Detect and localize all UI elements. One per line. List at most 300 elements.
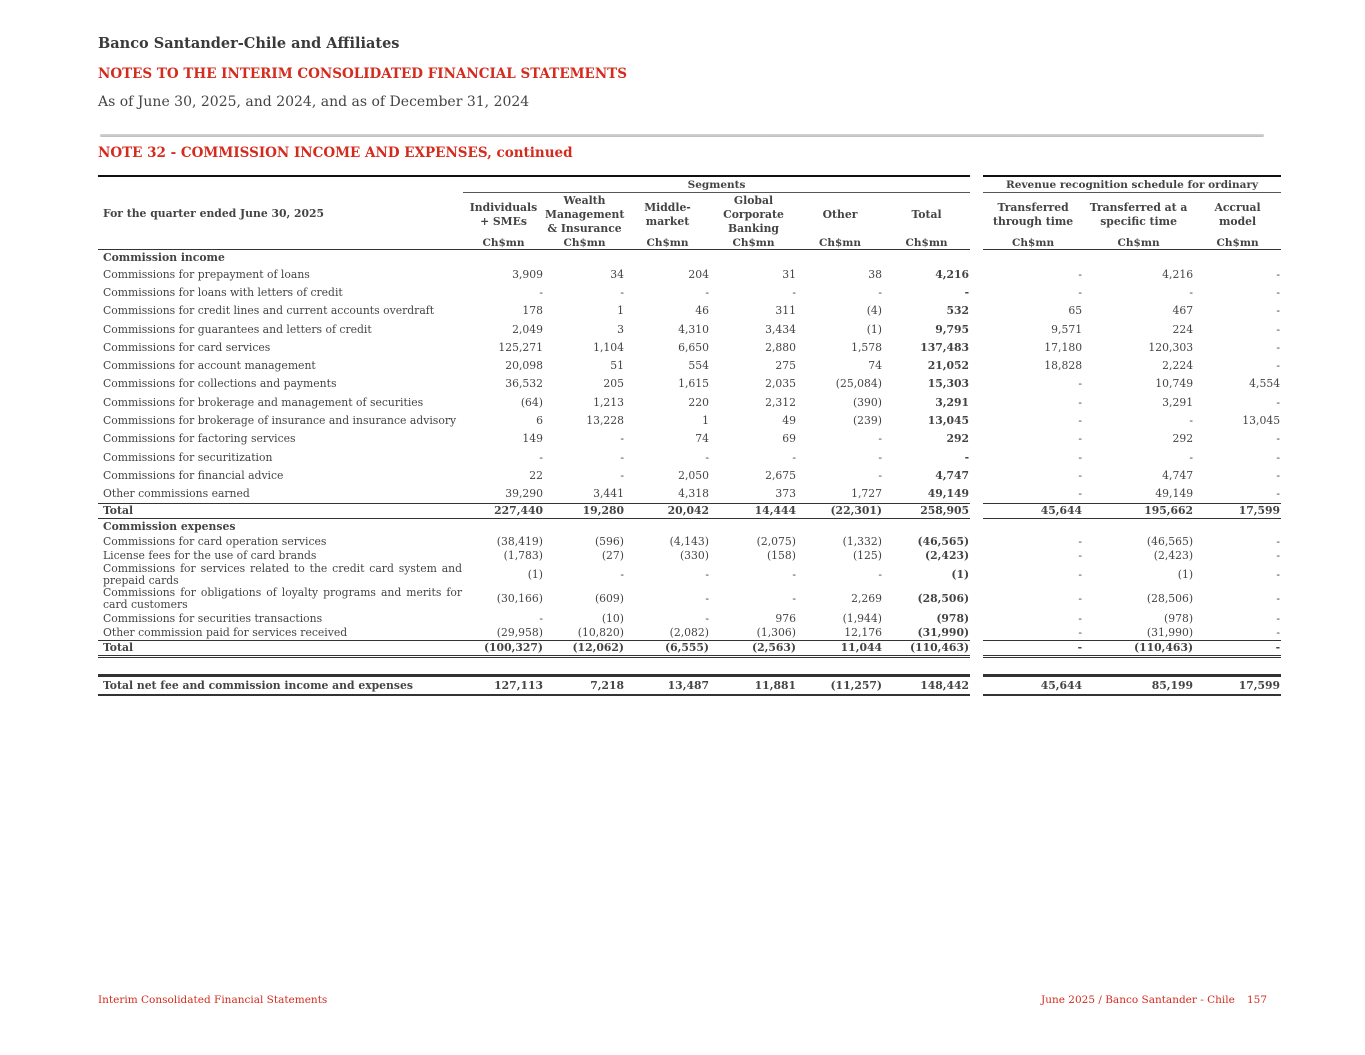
cell-value: (4) (866, 304, 882, 318)
cell-value: 125,271 (498, 340, 543, 354)
cell-value: 4,747 (1162, 468, 1194, 482)
cell-value: - (620, 285, 624, 299)
cell-gap (970, 411, 983, 429)
cell-value: 4,318 (678, 487, 709, 501)
unit-label: Ch$mn (797, 236, 883, 250)
cell-value: (12,062) (544, 640, 625, 656)
row-label: Commissions for factoring services (103, 432, 296, 446)
cell-value: - (620, 432, 624, 446)
cell-value: (10) (601, 611, 624, 625)
cell-value: 178 (522, 304, 543, 318)
cell-value: (46,565) (917, 534, 970, 548)
cell-value: (28,506) (1146, 592, 1194, 606)
cell-value: - (1078, 377, 1083, 391)
header-blank (98, 176, 463, 193)
commission-table (98, 175, 1281, 696)
cell-gap (970, 265, 983, 283)
spacer-row (98, 656, 1281, 675)
net-total-row (98, 675, 1281, 695)
cell-value: - (1078, 285, 1083, 299)
cell-gap (970, 356, 983, 374)
cell-value: - (705, 611, 709, 625)
income-total-row (98, 503, 1281, 518)
cell-value: 19,280 (544, 503, 625, 518)
cell-value: - (1189, 285, 1194, 299)
cell-value: - (983, 640, 1083, 656)
cell-value: (2,423) (1153, 549, 1194, 563)
cell-value: 554 (688, 359, 709, 373)
page-number: 157 (1247, 994, 1268, 1006)
cell-value: (390) (852, 395, 882, 409)
cell-value: (31,990) (1146, 626, 1194, 640)
cell-value: 2,675 (765, 468, 796, 482)
cell-value: 976 (775, 611, 796, 625)
cell-value: - (1194, 640, 1281, 656)
cell-value: - (1078, 626, 1083, 640)
cell-value: 292 (946, 432, 970, 446)
cell-value: 6 (536, 414, 543, 428)
cell-value: (1,306) (756, 626, 796, 640)
cell-value: (1) (951, 568, 970, 582)
cell-value: 31 (782, 267, 796, 281)
table-row (98, 356, 1281, 374)
cell-value: - (878, 432, 882, 446)
cell-value: - (1078, 414, 1083, 428)
cell-value: 1,213 (593, 395, 624, 409)
cell-value: - (1276, 267, 1281, 281)
cell-value: 1,615 (678, 377, 709, 391)
cell-value: 1,727 (851, 487, 882, 501)
cell-value: - (1078, 611, 1083, 625)
cell-value: 20,042 (625, 503, 710, 518)
cell-gap (970, 338, 983, 356)
table-row (98, 265, 1281, 283)
cell-value: - (1276, 568, 1281, 582)
cell-value: - (1078, 468, 1083, 482)
cell-value: 120,303 (1148, 340, 1194, 354)
row-label: Commissions for credit lines and current accounts overdraft (103, 304, 435, 318)
cell-value: (2,082) (669, 626, 709, 640)
cell-value: - (1276, 432, 1281, 446)
unit-label: Ch$mn (710, 236, 797, 250)
cell-value: 311 (775, 304, 796, 318)
cell-value: 13,045 (1242, 414, 1281, 428)
table-row (98, 375, 1281, 393)
unit-label: Ch$mn (883, 236, 970, 250)
cell-value: (28,506) (917, 592, 970, 606)
cell-value: 532 (946, 304, 970, 318)
row-label: Commissions for brokerage of insurance and insurance advisory (103, 414, 457, 428)
column-header: Wealth Management & Insurance (545, 193, 625, 235)
cell-value: 45,644 (983, 675, 1083, 695)
cell-gap (970, 534, 983, 549)
cell-value: 17,599 (1194, 503, 1281, 518)
row-label: Commissions for loans with letters of credit (103, 285, 343, 299)
cell-value: 20,098 (505, 359, 543, 373)
column-header: Global Corporate Banking (723, 193, 784, 235)
cell-value: - (1276, 340, 1281, 354)
table-row (98, 534, 1281, 549)
section-title: Commission income (103, 251, 225, 264)
cell-value: (1) (1177, 568, 1194, 582)
cell-value: (2,563) (710, 640, 797, 656)
cell-value: - (1276, 626, 1281, 640)
cell-value: 220 (688, 395, 709, 409)
cell-value: 12,176 (844, 626, 882, 640)
cell-gap (970, 448, 983, 466)
cell-value: - (1078, 487, 1083, 501)
cell-value: - (705, 450, 709, 464)
cell-value: - (1078, 267, 1083, 281)
cell-value: 45,644 (983, 503, 1083, 518)
cell-gap (970, 625, 983, 640)
cell-value: 467 (1172, 304, 1194, 318)
cell-value: (330) (679, 549, 709, 563)
header-columns-row (98, 193, 1281, 237)
cell-value: (1) (527, 568, 543, 582)
cell-value: 292 (1172, 432, 1194, 446)
table-row (98, 563, 1281, 587)
cell-value: (158) (766, 549, 796, 563)
cell-value: 1 (617, 304, 624, 318)
cell-value: - (1276, 304, 1281, 318)
cell-value: 13,045 (927, 414, 970, 428)
cell-value: - (792, 285, 796, 299)
cell-value: 46 (695, 304, 709, 318)
cell-value: - (1276, 549, 1281, 563)
cell-value: 36,532 (505, 377, 543, 391)
cell-value: - (705, 568, 709, 582)
section-commission-expenses (98, 518, 1281, 534)
column-header: Transferred at a specific time (1089, 200, 1188, 228)
cell-value: 39,290 (505, 487, 543, 501)
cell-value: 9,795 (935, 322, 970, 336)
cell-value: 65 (1068, 304, 1083, 318)
cell-value: (125) (852, 549, 882, 563)
cell-value: 17,180 (1044, 340, 1083, 354)
cell-value: (2,423) (925, 549, 970, 563)
cell-value: 11,044 (797, 640, 883, 656)
unit-blank (98, 236, 463, 250)
cell-value: - (964, 285, 970, 299)
cell-value: - (1276, 611, 1281, 625)
cell-value: - (964, 450, 970, 464)
cell-value: 38 (868, 267, 882, 281)
cell-value: - (620, 468, 624, 482)
cell-value: - (1276, 395, 1281, 409)
cell-value: 258,905 (883, 503, 970, 518)
cell-value: 2,224 (1162, 359, 1194, 373)
table-row (98, 302, 1281, 320)
unit-label: Ch$mn (1194, 236, 1281, 250)
cell-gap (970, 302, 983, 320)
cell-value: 34 (610, 267, 624, 281)
column-header: Accrual model (1214, 200, 1261, 228)
group-revenue-recognition: Revenue recognition schedule for ordinary (983, 176, 1281, 193)
table-row (98, 587, 1281, 611)
cell-value: 4,310 (678, 322, 709, 336)
cell-value: 224 (1172, 322, 1194, 336)
cell-value: (609) (594, 592, 624, 606)
cell-value: 17,599 (1194, 675, 1281, 695)
cell-value: (978) (1164, 611, 1194, 625)
cell-value: 1,578 (851, 340, 882, 354)
table-row (98, 485, 1281, 504)
cell-value: (64) (520, 395, 543, 409)
cell-value: (31,990) (917, 626, 970, 640)
cell-value: 373 (775, 487, 796, 501)
cell-value: - (1078, 568, 1083, 582)
cell-value: 15,303 (927, 377, 970, 391)
header-gap (970, 193, 983, 237)
cell-value: - (1189, 414, 1194, 428)
cell-value: 74 (695, 432, 709, 446)
cell-value: (30,166) (496, 592, 543, 606)
row-label: Commissions for financial advice (103, 468, 284, 482)
cell-value: 74 (868, 359, 882, 373)
header-divider (100, 134, 1264, 137)
cell-value: 3 (617, 322, 624, 336)
cell-value: - (539, 285, 543, 299)
section-commission-income (98, 250, 1281, 266)
column-header: Other (822, 207, 858, 221)
cell-value: - (1078, 534, 1083, 548)
row-label: Total (98, 503, 463, 518)
cell-value: - (705, 285, 709, 299)
cell-value: 18,828 (1044, 359, 1083, 373)
cell-value: - (1078, 395, 1083, 409)
cell-value: - (1276, 487, 1281, 501)
cell-value: 2,050 (678, 468, 709, 482)
table-row (98, 448, 1281, 466)
cell-value: - (792, 592, 796, 606)
cell-value: - (1078, 450, 1083, 464)
unit-label: Ch$mn (544, 236, 625, 250)
row-label: Commissions for account management (103, 359, 316, 373)
cell-value: 11,881 (710, 675, 797, 695)
row-label: Commissions for card operation services (103, 534, 327, 548)
cell-value: - (792, 450, 796, 464)
cell-gap (970, 485, 983, 504)
cell-value: - (1078, 549, 1083, 563)
cell-value: 85,199 (1083, 675, 1194, 695)
header-group-row (98, 176, 1281, 193)
cell-value: - (539, 611, 543, 625)
expense-total-row (98, 640, 1281, 656)
cell-value: (6,555) (625, 640, 710, 656)
cell-value: 1 (702, 414, 709, 428)
cell-value: (110,463) (1083, 640, 1194, 656)
cell-value: (29,958) (496, 626, 543, 640)
cell-gap (970, 548, 983, 563)
cell-value: - (1276, 534, 1281, 548)
row-label: Other commission paid for services received (103, 626, 348, 640)
cell-value: 22 (529, 468, 543, 482)
cell-value: (10,820) (577, 626, 624, 640)
footer-right: June 2025 / Banco Santander - Chile (1041, 994, 1235, 1006)
cell-value: - (1276, 359, 1281, 373)
table-row (98, 411, 1281, 429)
cell-gap (970, 375, 983, 393)
cell-value: 204 (688, 267, 709, 281)
cell-gap (970, 675, 983, 695)
cell-value: - (878, 285, 882, 299)
unit-row (98, 236, 1281, 250)
group-segments: Segments (463, 176, 970, 193)
cell-gap (970, 430, 983, 448)
cell-value: - (620, 450, 624, 464)
cell-value: (27) (601, 549, 624, 563)
header-gap (970, 236, 983, 250)
cell-value: (46,565) (1146, 534, 1194, 548)
row-label: Commissions for collections and payments (103, 377, 337, 391)
table-row (98, 338, 1281, 356)
cell-value: 4,216 (935, 267, 970, 281)
cell-value: - (878, 568, 882, 582)
cell-value: - (1276, 468, 1281, 482)
cell-value: 2,269 (851, 592, 882, 606)
spacer-cell (98, 656, 1281, 675)
cell-gap (970, 563, 983, 587)
cell-value: (1,332) (842, 534, 882, 548)
cell-value: - (878, 468, 882, 482)
cell-value: 13,487 (625, 675, 710, 695)
cell-value: 69 (782, 432, 796, 446)
cell-value: 7,218 (544, 675, 625, 695)
table-row (98, 393, 1281, 411)
cell-value: (596) (594, 534, 624, 548)
cell-value: - (1078, 592, 1083, 606)
cell-value: (38,419) (496, 534, 543, 548)
cell-value: (11,257) (797, 675, 883, 695)
column-header: Individuals + SMEs (469, 200, 538, 228)
cell-value: 13,228 (586, 414, 624, 428)
cell-value: (110,463) (883, 640, 970, 656)
cell-value: - (792, 568, 796, 582)
cell-gap (970, 393, 983, 411)
table-row (98, 548, 1281, 563)
row-label: Commissions for services related to the credit card system and prepaid cards (103, 562, 462, 587)
cell-value: (2,075) (756, 534, 796, 548)
cell-value: (1,783) (503, 549, 543, 563)
cell-value: (1,944) (842, 611, 882, 625)
row-label: Other commissions earned (103, 487, 250, 501)
cell-value: 4,216 (1162, 267, 1194, 281)
unit-label: Ch$mn (1083, 236, 1194, 250)
cell-value: - (878, 450, 882, 464)
cell-value: - (1189, 450, 1194, 464)
cell-value: (978) (936, 611, 970, 625)
row-label: Commissions for prepayment of loans (103, 267, 310, 281)
notes-title: NOTES TO THE INTERIM CONSOLIDATED FINANCIAL STATEMENTS (98, 66, 627, 82)
table-row (98, 320, 1281, 338)
cell-value: 3,441 (593, 487, 624, 501)
period-label: For the quarter ended June 30, 2025 (103, 207, 325, 221)
cell-value: 2,049 (512, 322, 543, 336)
cell-value: (25,084) (835, 377, 882, 391)
cell-value: 205 (603, 377, 624, 391)
cell-gap (970, 466, 983, 484)
cell-gap (970, 587, 983, 611)
table-row (98, 611, 1281, 626)
cell-value: 137,483 (920, 340, 970, 354)
cell-value: 2,880 (765, 340, 796, 354)
section-title: Commission expenses (103, 519, 236, 533)
row-label: Commissions for obligations of loyalty programs and merits for card customers (103, 586, 462, 611)
cell-value: 49,149 (927, 487, 970, 501)
company-name: Banco Santander-Chile and Affiliates (98, 35, 400, 52)
cell-value: - (1276, 322, 1281, 336)
cell-value: - (1276, 450, 1281, 464)
cell-value: 1,104 (593, 340, 624, 354)
cell-value: 14,444 (710, 503, 797, 518)
footer-left: Interim Consolidated Financial Statements (98, 994, 328, 1006)
row-label: Total (98, 640, 463, 656)
table-row (98, 625, 1281, 640)
note-title: NOTE 32 - COMMISSION INCOME AND EXPENSES, continued (98, 145, 573, 161)
header-gap (970, 176, 983, 193)
column-header: Middle-market (644, 200, 691, 228)
cell-value: (239) (852, 414, 882, 428)
cell-value: (22,301) (797, 503, 883, 518)
cell-value: 3,434 (765, 322, 796, 336)
cell-value: 2,035 (765, 377, 796, 391)
cell-value: 10,749 (1155, 377, 1194, 391)
cell-value: 49,149 (1155, 487, 1194, 501)
cell-value: 127,113 (463, 675, 544, 695)
cell-value: 195,662 (1083, 503, 1194, 518)
cell-value: - (1276, 285, 1281, 299)
cell-gap (970, 611, 983, 626)
as-of-date: As of June 30, 2025, and 2024, and as of December 31, 2024 (98, 94, 530, 110)
row-label: Total net fee and commission income and expenses (98, 675, 463, 695)
cell-value: (100,327) (463, 640, 544, 656)
cell-value: 148,442 (883, 675, 970, 695)
cell-gap (970, 320, 983, 338)
row-label: Commissions for guarantees and letters of credit (103, 322, 372, 336)
cell-value: 3,291 (935, 395, 970, 409)
cell-value: (4,143) (669, 534, 709, 548)
unit-label: Ch$mn (625, 236, 710, 250)
cell-value: - (539, 450, 543, 464)
table-row (98, 466, 1281, 484)
cell-value: 275 (775, 359, 796, 373)
cell-value: - (620, 568, 624, 582)
table-row (98, 430, 1281, 448)
cell-value: 9,571 (1051, 322, 1083, 336)
cell-value: 227,440 (463, 503, 544, 518)
cell-gap (970, 283, 983, 301)
cell-value: 4,554 (1249, 377, 1281, 391)
unit-label: Ch$mn (983, 236, 1083, 250)
cell-value: - (705, 592, 709, 606)
cell-value: 21,052 (927, 359, 970, 373)
cell-value: - (1078, 432, 1083, 446)
cell-value: 2,312 (765, 395, 796, 409)
cell-gap (970, 503, 983, 518)
row-label: Commissions for brokerage and management of securities (103, 395, 424, 409)
column-header: Total (911, 207, 942, 221)
cell-value: (1) (866, 322, 882, 336)
cell-value: 4,747 (935, 468, 970, 482)
cell-value: 149 (522, 432, 543, 446)
cell-value: - (1276, 592, 1281, 606)
cell-gap (970, 640, 983, 656)
cell-value: 6,650 (678, 340, 709, 354)
row-label: Commissions for securitization (103, 450, 273, 464)
cell-value: 3,291 (1162, 395, 1194, 409)
cell-value: 3,909 (512, 267, 543, 281)
